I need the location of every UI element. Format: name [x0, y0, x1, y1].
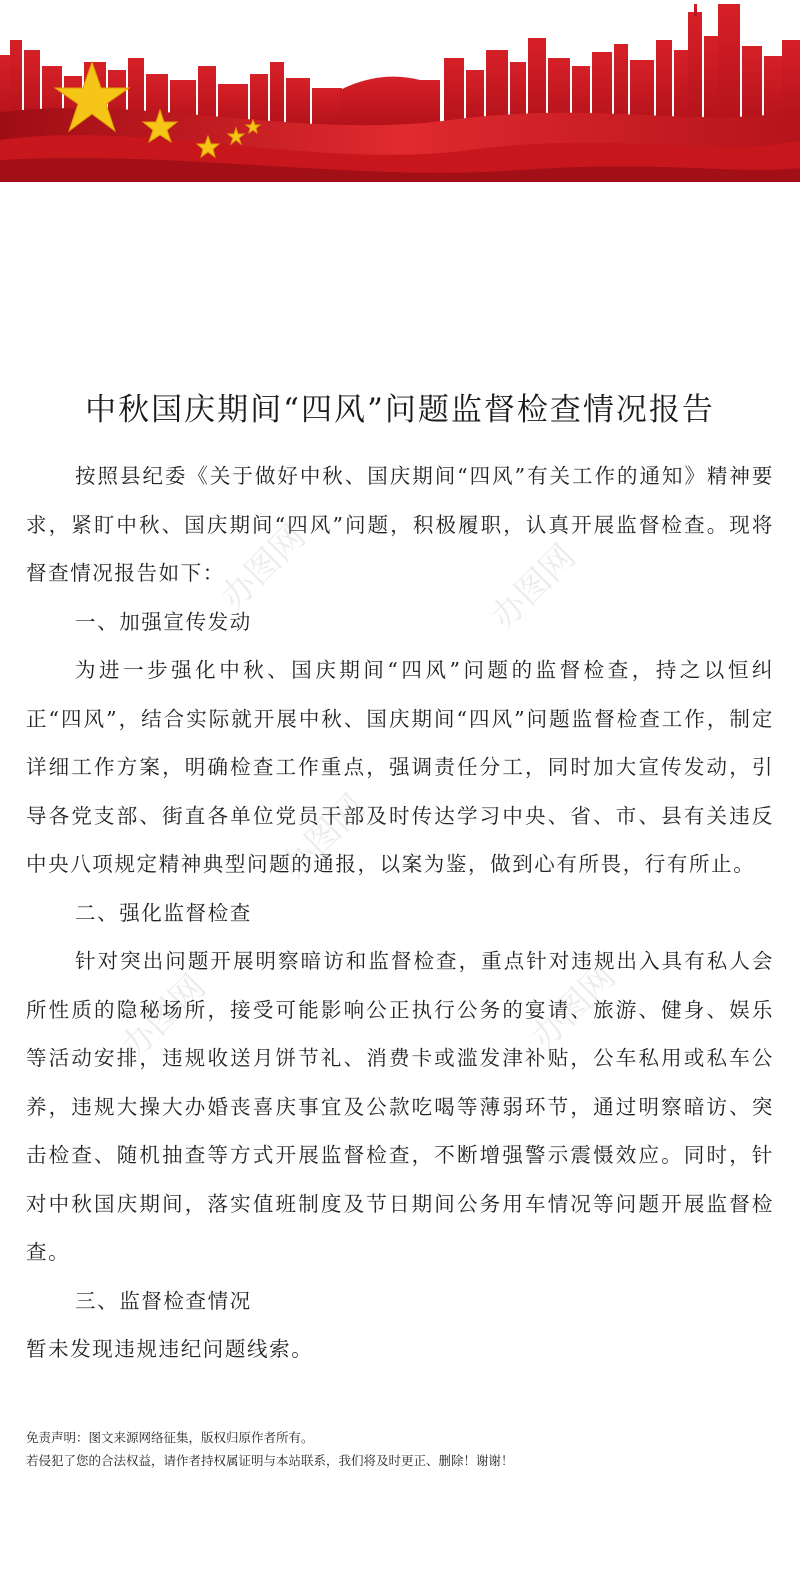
paragraph-section-2: 针对突出问题开展明察暗访和监督检查，重点针对违规出入具有私人会所性质的隐秘场所，接受可能影响公正执行公务的宴请、旅游、健身、娱乐等活动安排，违规收送月饼节礼、消费卡或滥发津补贴，公车私用或私车公养，违规大操大办婚丧喜庆事宜及公款吃喝等薄弱环节，通过明察暗访、突击检查、随机抽查等方式开展监督检查，不断增强警示震慑效应。同时，针对中秋国庆期间，落实值班制度及节日期间公务用车情况等问题开展监督检查。 [26, 949, 774, 1264]
paragraph-section-3: 暂未发现违规违纪问题线索。 [26, 1337, 314, 1361]
document-body [26, 452, 774, 1374]
paragraph-intro: 按照县纪委《关于做好中秋、国庆期间“四风”有关工作的通知》精神要求，紧盯中秋、国庆期间“四风”问题，积极履职，认真开展监督检查。现将督查情况报告如下： [26, 464, 774, 585]
watermark: 办图网 [523, 956, 624, 1058]
section-heading-1: 一、加强宣传发动 [75, 609, 252, 634]
disclaimer-line-1: 免责声明：图文来源网络征集，版权归原作者所有。 [26, 1430, 314, 1445]
section-heading-3: 三、监督检查情况 [75, 1288, 252, 1313]
watermark: 办图网 [213, 516, 314, 618]
watermark: 办图网 [273, 786, 374, 888]
city-skyline-banner-graphic [0, 0, 800, 185]
paragraph-section-1: 为进一步强化中秋、国庆期间“四风”问题的监督检查，持之以恒纠正“四风”，结合实际就开展中秋、国庆期间“四风”问题监督检查工作，制定详细工作方案，明确检查工作重点，强调责任分工，同时加大宣传发动，引导各党支部、街直各单位党员干部及时传达学习中央、省、市、县有关违反中央八项规定精神典型问题的通报，以案为鉴，做到心有所畏，行有所止。 [26, 658, 774, 876]
disclaimer-footer [26, 1426, 786, 1472]
disclaimer-line-2: 若侵犯了您的合法权益，请作者持权属证明与本站联系，我们将及时更正、删除！谢谢！ [26, 1453, 514, 1468]
watermark: 办图网 [483, 536, 584, 638]
document-title: 中秋国庆期间“四风”问题监督检查情况报告 [85, 392, 715, 428]
skyline-buildings [0, 4, 800, 126]
header-banner [0, 0, 800, 185]
section-heading-2: 二、强化监督检查 [75, 900, 252, 925]
watermark: 办图网 [113, 966, 214, 1068]
